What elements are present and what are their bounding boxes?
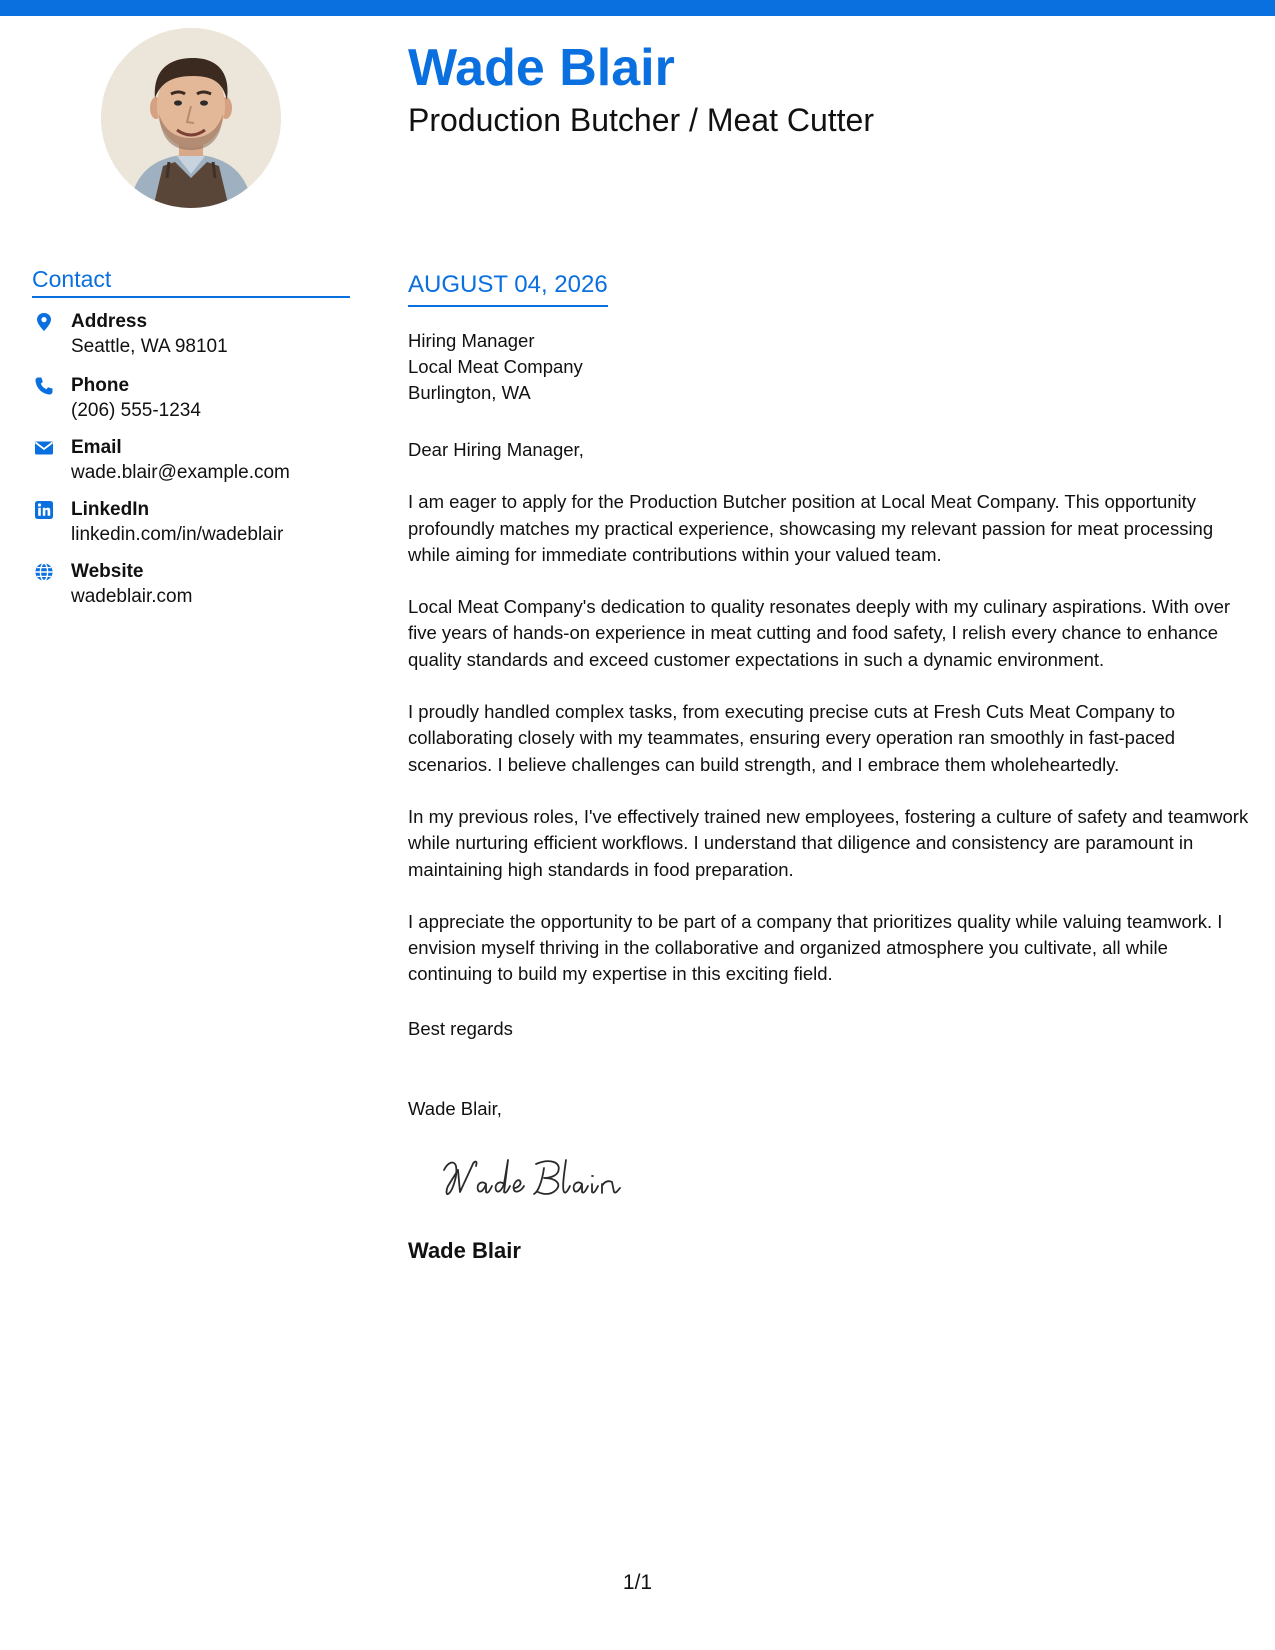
contact-label: Address <box>71 311 148 332</box>
job-title: Production Butcher / Meat Cutter <box>408 102 874 138</box>
applicant-name: Wade Blair <box>408 39 675 97</box>
address-value: Seattle, WA 98101 <box>71 336 228 357</box>
signoff-name: Wade Blair, <box>408 1098 502 1119</box>
contact-label: LinkedIn <box>71 499 150 520</box>
globe-icon <box>34 562 54 582</box>
email-value[interactable]: wade.blair@example.com <box>71 462 290 483</box>
contact-label: Email <box>71 437 122 458</box>
envelope-icon <box>34 438 54 458</box>
salutation: Dear Hiring Manager, <box>408 439 584 460</box>
body-paragraph: In my previous roles, I've effectively trained new employees, fostering a culture of safety and teamwork while nurturing efficient workflows. I understand that diligence and consistency are paramount in maintaining high standards in food preparation. <box>408 805 1249 880</box>
phone-value: (206) 555-1234 <box>71 400 201 421</box>
body-paragraph: I proudly handled complex tasks, from executing precise cuts at Fresh Cuts Meat Company to collaborating closely with my teammates, ensuring every operation ran smoothly in fast-paced scenarios. I believe challenges can build strength, and I embrace them wholeheartedly. <box>408 701 1176 775</box>
recipient-line: Burlington, WA <box>408 382 531 403</box>
recipient-block <box>408 328 583 406</box>
map-pin-icon <box>34 312 54 332</box>
letter-date: AUGUST 04, 2026 <box>408 271 608 307</box>
website-value[interactable]: wadeblair.com <box>71 586 193 607</box>
contact-label: Phone <box>71 375 130 396</box>
closing: Best regards <box>408 1018 513 1039</box>
contact-label: Website <box>71 561 144 582</box>
letter-body <box>408 437 1253 1014</box>
phone-icon <box>34 376 54 396</box>
linkedin-icon <box>34 500 54 520</box>
recipient-line: Hiring Manager <box>408 330 535 351</box>
linkedin-value[interactable]: linkedin.com/in/wadeblair <box>71 524 284 545</box>
contact-heading: Contact <box>32 266 350 298</box>
signed-name: Wade Blair <box>408 1238 521 1263</box>
profile-photo <box>101 28 281 208</box>
body-paragraph: I am eager to apply for the Production Butcher position at Local Meat Company. This opportunity profoundly matches my practical experience, showcasing my relevant passion for meat processing while aiming for immediate contributions within your valued team. <box>408 491 1214 565</box>
recipient-line: Local Meat Company <box>408 356 583 377</box>
page-number: 1/1 <box>622 1571 653 1594</box>
top-accent-bar <box>0 0 1275 16</box>
body-paragraph: Local Meat Company's dedication to quality resonates deeply with my culinary aspirations. With over five years of hands-on experience in meat cutting and food safety, I relish every chance to enhance quality standards and exceed customer expectations in such a dynamic environment. <box>408 596 1231 670</box>
handwritten-signature <box>438 1148 658 1208</box>
body-paragraph: I appreciate the opportunity to be part of a company that prioritizes quality while valuing teamwork. I envision myself thriving in the collaborative and organized atmosphere you cultivate, all while continuing to build my expertise in this exciting field. <box>408 910 1223 985</box>
